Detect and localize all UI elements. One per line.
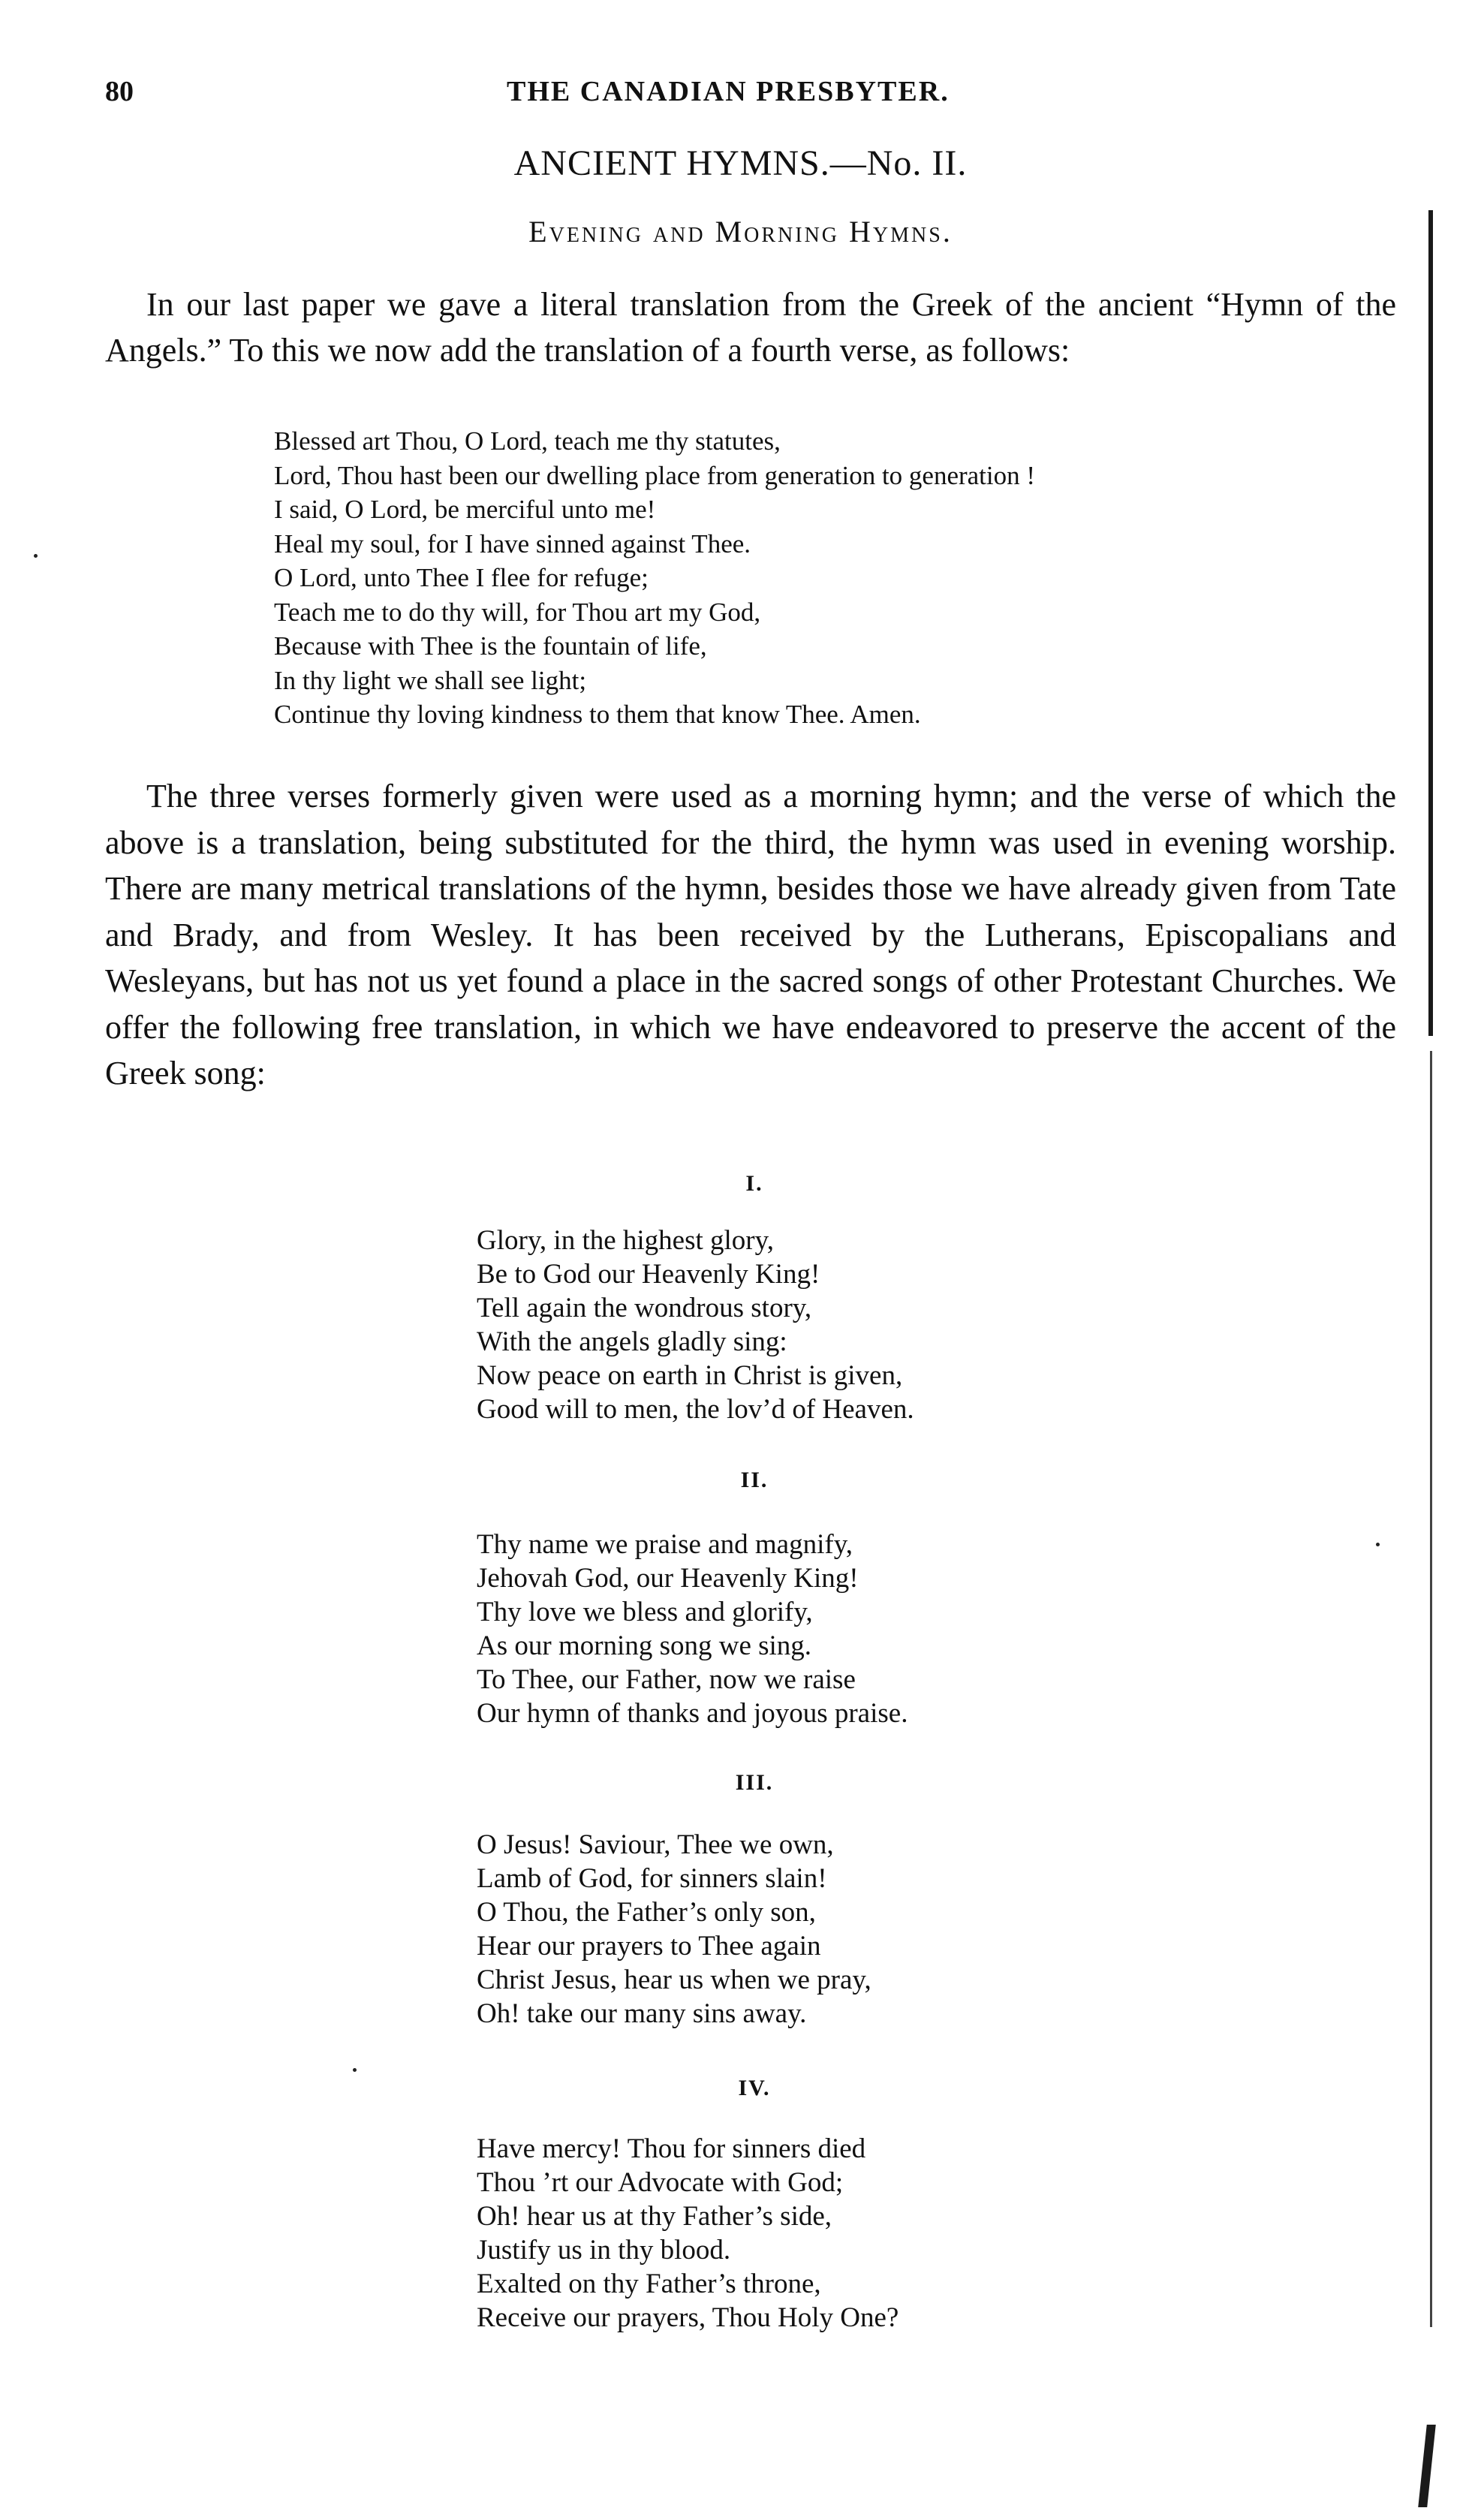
intro-paragraph: In our last paper we gave a literal translation from the Greek of the ancient “Hymn of the Angels.” To this we now add the translation of a fourth verse, as follows: xyxy=(105,286,1396,369)
hymn-line: Exalted on thy Father’s throne, xyxy=(477,2269,821,2299)
hymn-line: Oh! take our many sins away. xyxy=(477,1998,807,2029)
journal-title: THE CANADIAN PRESBYTER. xyxy=(507,76,950,107)
psalm-line: Teach me to do thy will, for Thou art my God, xyxy=(274,597,761,627)
hymn-line: Christ Jesus, hear us when we pray, xyxy=(477,1965,871,1995)
stanza-numeral-4: IV. xyxy=(738,2076,771,2100)
hymn-line: To Thee, our Father, now we raise xyxy=(477,1664,856,1695)
article-subtitle: Evening and Morning Hymns. xyxy=(528,215,953,248)
hymn-stanza-2 xyxy=(477,1528,1152,1730)
psalm-line: Continue thy loving kindness to them that know Thee. Amen. xyxy=(274,700,921,729)
hymn-line: Receive our prayers, Thou Holy One? xyxy=(477,2302,899,2333)
psalm-line: I said, O Lord, be merciful unto me! xyxy=(274,495,656,524)
hymn-line: O Jesus! Saviour, Thee we own, xyxy=(477,1829,834,1860)
hymn-line: Thou ’rt our Advocate with God; xyxy=(477,2167,844,2198)
hymn-line: Hear our prayers to Thee again xyxy=(477,1931,821,1962)
body-paragraph: The three verses formerly given were used as a morning hymn; and the verse of which the above is a translation, being substituted for the third, the hymn was used in evening worship. There are many metrical translations of the hymn, besides those we have already given from Tate and Brady, and from Wesley. It has been received by the Lutherans, Episcopalians and Wesleyans, but has not us yet found a place in the sacred songs of other Protestant Churches. We offer the following free translation, in which we have endeavored to preserve the accent of the Greek song: xyxy=(105,778,1396,1091)
stanza-numeral-2: II. xyxy=(740,1468,769,1492)
hymn-line: Tell again the wondrous story, xyxy=(477,1293,812,1323)
hymn-line: Justify us in thy blood. xyxy=(477,2235,731,2266)
hymn-line: Oh! hear us at thy Father’s side, xyxy=(477,2201,832,2232)
psalm-line: Heal my soul, for I have sinned against Thee. xyxy=(274,528,751,558)
hymn-stanza-1 xyxy=(477,1224,1152,1426)
hymn-stanza-3 xyxy=(477,1828,1152,2031)
hymn-line: Thy love we bless and glorify, xyxy=(477,1597,813,1627)
scan-speck xyxy=(1376,1543,1380,1546)
hymn-line: As our morning song we sing. xyxy=(477,1630,812,1661)
hymn-stanza-4 xyxy=(477,2132,1152,2335)
psalm-line: Because with Thee is the fountain of life, xyxy=(274,631,707,661)
page-edge-rule-lower xyxy=(1430,1051,1432,2327)
hymn-line: Have mercy! Thou for sinners died xyxy=(477,2133,866,2164)
scan-speck xyxy=(353,2068,357,2072)
hymn-line: Glory, in the highest glory, xyxy=(477,1225,774,1256)
psalm-line: Blessed art Thou, O Lord, teach me thy statutes, xyxy=(274,426,781,456)
hymn-line: Our hymn of thanks and joyous praise. xyxy=(477,1698,908,1729)
stanza-numeral-3: III. xyxy=(735,1770,774,1795)
hymn-line: Lamb of God, for sinners slain! xyxy=(477,1863,827,1894)
hymn-line: Jehovah God, our Heavenly King! xyxy=(477,1563,859,1594)
hymn-line: Now peace on earth in Christ is given, xyxy=(477,1360,903,1391)
page-corner-mark xyxy=(1418,2425,1436,2507)
page-edge-rule xyxy=(1428,210,1433,1036)
hymn-line: O Thou, the Father’s only son, xyxy=(477,1897,816,1928)
hymn-line: Be to God our Heavenly King! xyxy=(477,1259,820,1290)
psalm-line: In thy light we shall see light; xyxy=(274,665,587,695)
hymn-line: Good will to men, the lov’d of Heaven. xyxy=(477,1394,914,1425)
psalm-line: O Lord, unto Thee I flee for refuge; xyxy=(274,563,649,592)
scan-speck xyxy=(34,554,38,558)
hymn-line: Thy name we praise and magnify, xyxy=(477,1529,853,1560)
page-number: 80 xyxy=(105,76,134,107)
stanza-numeral-1: I. xyxy=(745,1171,763,1196)
article-title: ANCIENT HYMNS.—No. II. xyxy=(513,143,968,183)
psalm-line: Lord, Thou hast been our dwelling place from generation to generation ! xyxy=(274,460,1036,490)
running-head xyxy=(105,75,1021,113)
hymn-line: With the angels gladly sing: xyxy=(477,1326,787,1357)
psalm-translation xyxy=(274,424,1362,732)
